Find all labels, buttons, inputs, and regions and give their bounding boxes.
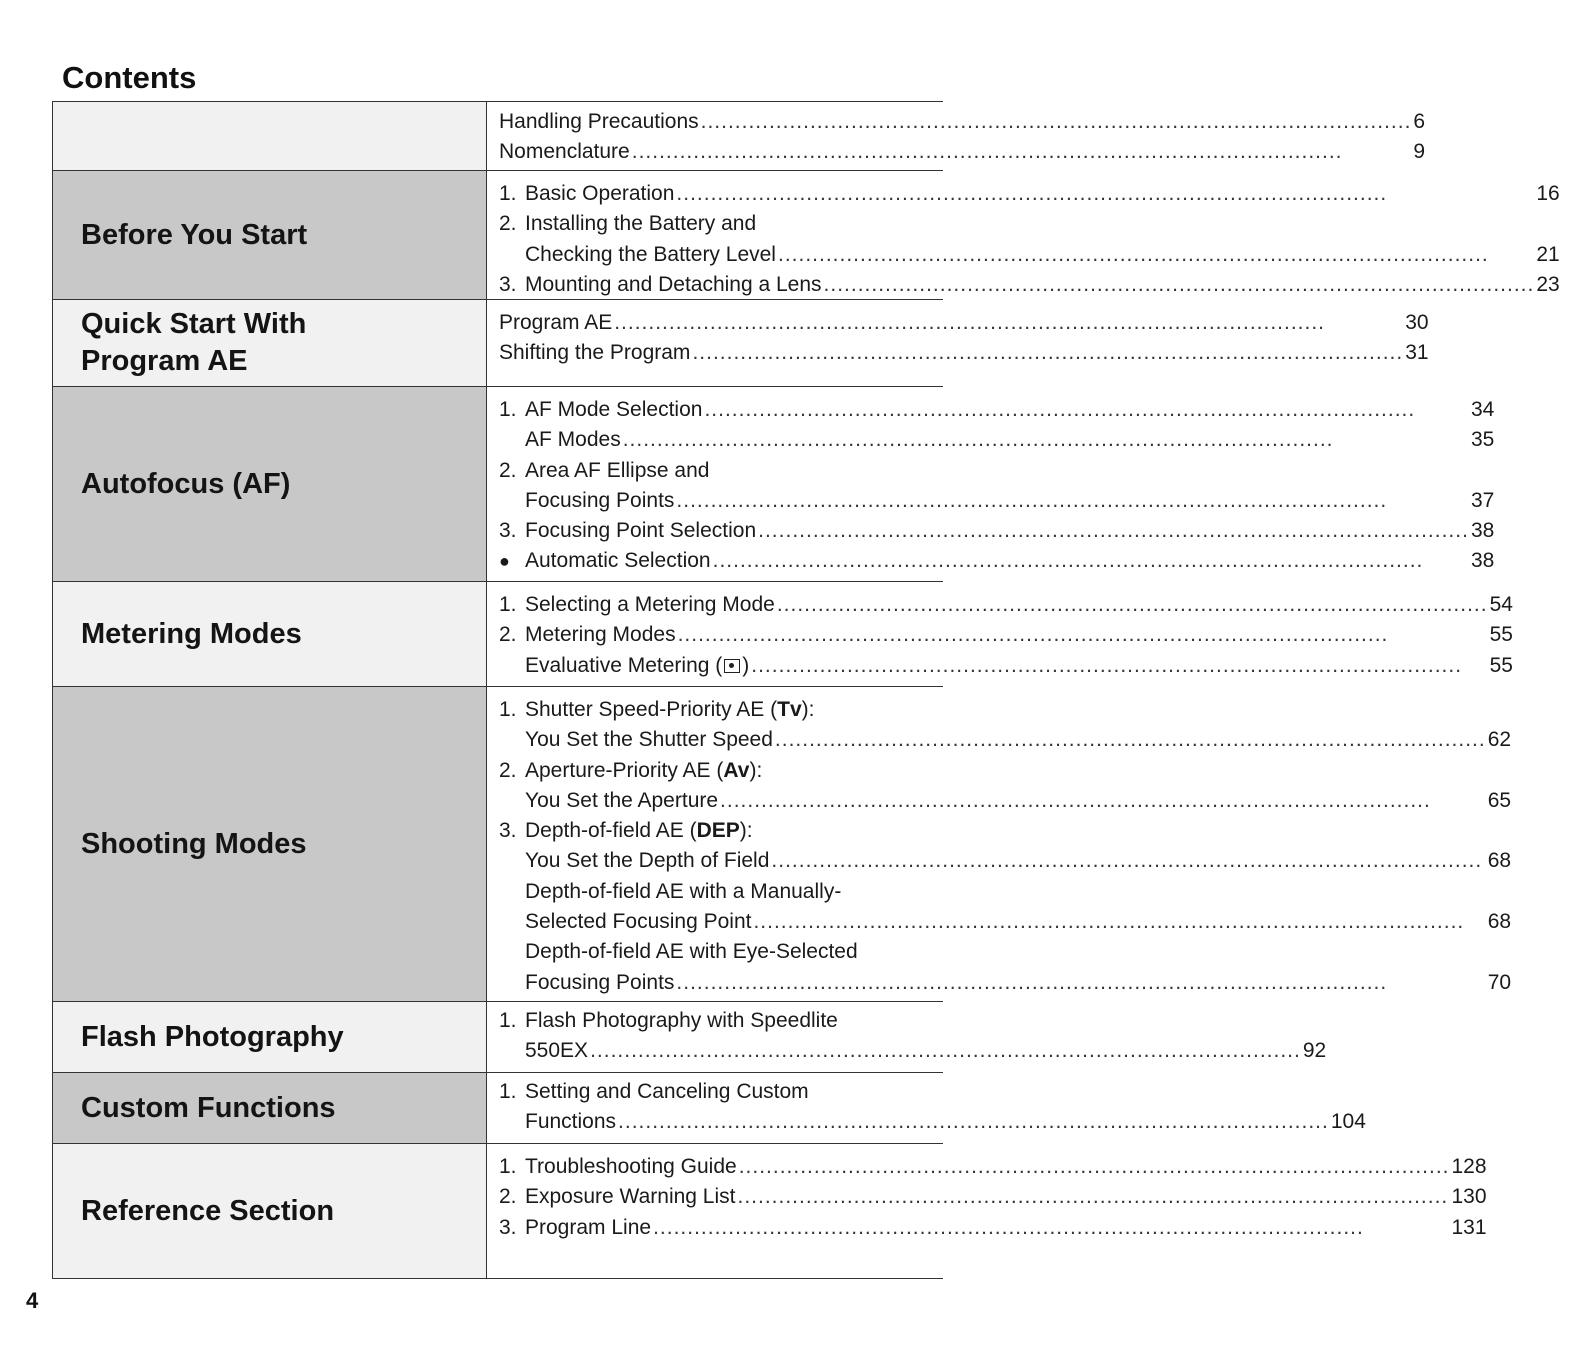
entries-list — [487, 300, 1457, 386]
entry-number: 1. — [499, 398, 517, 421]
leader-dots — [676, 179, 1534, 209]
toc-entry[interactable] — [499, 425, 1494, 455]
toc-entry[interactable] — [499, 1182, 1487, 1212]
entry-text: Focusing Point Selection — [525, 519, 757, 543]
toc-entry[interactable] — [499, 695, 1511, 725]
entry-text: Area AF Ellipse and — [525, 458, 710, 482]
entry-text: Mounting and Detaching a Lens — [525, 272, 822, 296]
entry-text-with-mode — [525, 756, 762, 786]
mode-code: DEP — [696, 819, 740, 843]
entry-text: Shifting the Program — [499, 341, 691, 365]
leader-dots — [737, 1182, 1449, 1212]
entry-number: 1. — [499, 182, 517, 205]
entry-text-with-mode — [525, 816, 753, 846]
section-title-line: Program AE — [81, 345, 248, 377]
section-title: Custom Functions — [81, 1091, 336, 1124]
leader-dots — [713, 546, 1469, 576]
toc-entry[interactable] — [499, 816, 1511, 846]
entry-text: AF Mode Selection — [525, 398, 703, 421]
section-title: Metering Modes — [81, 617, 302, 650]
entry-page: 31 — [1405, 341, 1429, 365]
leader-dots — [758, 516, 1469, 546]
entry-text: Troubleshooting Guide — [525, 1155, 737, 1178]
entry-text: Selecting a Metering Mode — [525, 593, 775, 616]
entry-number: 3. — [499, 519, 517, 543]
contents-table — [52, 101, 1560, 1279]
entry-text: AF Modes — [525, 428, 621, 452]
toc-row-before-you-start — [53, 171, 1560, 300]
entries-list — [487, 582, 1541, 686]
toc-entry[interactable] — [499, 590, 1513, 620]
leader-dots — [653, 1213, 1449, 1243]
entry-number: 2. — [499, 758, 517, 782]
mode-code: Av — [723, 758, 750, 782]
section-cell-empty — [53, 102, 487, 170]
entry-text: Focusing Points — [525, 970, 675, 994]
entry-page: 68 — [1487, 849, 1512, 873]
entries-list — [487, 102, 1453, 170]
entry-number: 1. — [499, 1080, 517, 1103]
leader-dots — [676, 486, 1469, 516]
section-title-line: Quick Start With — [81, 308, 307, 340]
toc-row-metering-modes — [53, 582, 1513, 687]
toc-row-shooting-modes — [53, 687, 1512, 1002]
toc-entry[interactable] — [499, 270, 1560, 300]
entry-text: Setting and Canceling Custom — [525, 1080, 809, 1103]
entry-text: Program AE — [499, 311, 613, 334]
toc-row-reference-section — [53, 1144, 1487, 1279]
leader-dots — [824, 270, 1535, 300]
entry-text: Focusing Points — [525, 488, 675, 512]
toc-entry[interactable] — [499, 486, 1494, 516]
toc-entry[interactable] — [499, 308, 1429, 338]
entry-text: Flash Photography with Speedlite — [525, 1009, 838, 1032]
entry-number: 2. — [499, 623, 517, 647]
section-cell[interactable] — [53, 171, 487, 299]
leader-dots — [590, 1036, 1301, 1066]
entry-number: 3. — [499, 272, 517, 296]
toc-entry[interactable] — [499, 1036, 1326, 1066]
bullet-icon: ● — [499, 551, 510, 572]
entry-text-with-mode — [525, 695, 814, 725]
entry-page: 37 — [1470, 488, 1495, 512]
leader-dots — [623, 425, 1469, 455]
toc-entry[interactable] — [499, 209, 1560, 239]
toc-entry[interactable] — [499, 107, 1425, 137]
section-title: Shooting Modes — [81, 827, 307, 860]
entries-list — [487, 687, 1539, 1001]
toc-entry[interactable] — [499, 179, 1560, 209]
toc-entry[interactable] — [499, 395, 1494, 425]
entry-page: 9 — [1413, 140, 1426, 164]
toc-row-front-matter — [53, 102, 1426, 171]
page-title: Contents — [62, 60, 197, 95]
toc-row-custom-functions — [53, 1073, 1366, 1144]
entries-list — [487, 171, 1588, 299]
leader-dots — [753, 907, 1485, 937]
entry-text-suffix: ) — [742, 653, 750, 677]
entry-page: 65 — [1487, 788, 1512, 812]
entry-page: 38 — [1470, 519, 1495, 543]
entries-list — [487, 1144, 1515, 1278]
toc-entry[interactable] — [499, 937, 1511, 967]
entry-text: Program Line — [525, 1215, 652, 1239]
entry-number: 1. — [499, 1155, 517, 1178]
toc-entry[interactable] — [499, 1107, 1366, 1137]
leader-dots — [720, 786, 1486, 816]
entry-page: 55 — [1489, 623, 1513, 647]
entry-text: Depth-of-field AE with a Manually- — [525, 879, 842, 903]
section-cell[interactable] — [53, 582, 487, 686]
section-cell[interactable] — [53, 300, 487, 386]
leader-dots — [739, 1152, 1450, 1182]
entries-list — [487, 387, 1522, 581]
entry-page: 92 — [1302, 1039, 1327, 1063]
entry-text: Installing the Battery and — [525, 212, 757, 236]
toc-entry[interactable] — [499, 756, 1511, 786]
section-title: Flash Photography — [81, 1020, 344, 1053]
toc-entry[interactable] — [499, 456, 1494, 486]
leader-dots — [704, 395, 1469, 425]
leader-dots — [614, 308, 1403, 338]
entry-text: Depth-of-field AE ( — [525, 819, 697, 843]
toc-entry[interactable] — [499, 1006, 1326, 1036]
leader-dots — [632, 137, 1412, 167]
entry-text: You Set the Shutter Speed — [525, 728, 773, 752]
leader-dots — [701, 107, 1412, 137]
leader-dots — [676, 968, 1485, 998]
entry-text-suffix: ): — [739, 819, 753, 843]
entry-text-suffix: ): — [801, 698, 815, 721]
entry-text-suffix: ): — [749, 758, 763, 782]
toc-entry[interactable] — [499, 1152, 1487, 1182]
toc-entry[interactable] — [499, 620, 1513, 650]
section-cell[interactable] — [53, 1002, 487, 1072]
entry-text: Evaluative Metering ( — [525, 653, 723, 677]
entry-text: Metering Modes — [525, 623, 676, 647]
entry-text: Depth-of-field AE with Eye-Selected — [525, 940, 858, 964]
toc-row-flash-photography — [53, 1002, 1327, 1073]
entry-page: 128 — [1451, 1155, 1487, 1178]
entry-text-with-icon — [525, 651, 749, 681]
entry-page: 6 — [1413, 110, 1426, 133]
leader-dots — [771, 846, 1485, 876]
entry-text: Aperture-Priority AE ( — [525, 758, 724, 782]
entry-text: You Set the Depth of Field — [525, 849, 770, 873]
entry-text: Selected Focusing Point — [525, 910, 752, 934]
entry-page: 35 — [1470, 428, 1495, 452]
toc-entry[interactable] — [499, 651, 1513, 681]
leader-dots — [678, 620, 1488, 650]
entry-page: 62 — [1487, 728, 1512, 752]
entry-number: 1. — [499, 593, 517, 616]
leader-dots — [775, 725, 1486, 755]
page-number: 4 — [26, 1288, 39, 1313]
toc-entry[interactable] — [499, 240, 1560, 270]
entry-text: Exposure Warning List — [525, 1185, 736, 1209]
section-title: Reference Section — [81, 1194, 335, 1227]
entry-page: 68 — [1487, 910, 1512, 934]
section-title: Before You Start — [81, 218, 308, 251]
entry-page: 23 — [1536, 272, 1560, 296]
leader-dots — [692, 338, 1403, 368]
entry-page: 131 — [1451, 1215, 1487, 1239]
entry-text: 550EX — [525, 1039, 589, 1063]
entry-page: 130 — [1451, 1185, 1487, 1209]
leader-dots — [751, 651, 1487, 681]
entry-number: 1. — [499, 1009, 517, 1032]
entry-text: Shutter Speed-Priority AE ( — [525, 698, 778, 721]
toc-entry[interactable] — [499, 137, 1425, 167]
entry-text: Checking the Battery Level — [525, 242, 776, 266]
toc-entry[interactable] — [499, 338, 1429, 368]
entries-list — [487, 1002, 1354, 1072]
mode-code: Tv — [777, 698, 802, 721]
entry-number: 2. — [499, 1185, 517, 1209]
entry-text: You Set the Aperture — [525, 788, 719, 812]
entry-text: Nomenclature — [499, 140, 630, 164]
toc-entry[interactable] — [499, 968, 1511, 998]
evaluative-metering-icon — [724, 659, 740, 673]
entry-page: 30 — [1405, 311, 1429, 334]
section-cell[interactable] — [53, 387, 487, 581]
toc-entry[interactable] — [499, 786, 1511, 816]
entry-page: 38 — [1470, 549, 1495, 573]
leader-dots — [618, 1107, 1329, 1137]
entry-number: 2. — [499, 458, 517, 482]
entry-page: 55 — [1489, 653, 1513, 677]
entry-text: Automatic Selection — [525, 549, 711, 573]
entry-text: Functions — [525, 1110, 617, 1134]
toc-entry[interactable] — [499, 516, 1494, 546]
section-cell[interactable] — [53, 687, 487, 1001]
entry-text: Basic Operation — [525, 182, 675, 205]
entry-number: 3. — [499, 819, 517, 843]
toc-entry[interactable] — [499, 1213, 1487, 1243]
entry-number: 1. — [499, 698, 517, 721]
toc-entry[interactable] — [499, 725, 1511, 755]
entry-text: Handling Precautions — [499, 110, 699, 133]
toc-row-autofocus — [53, 387, 1495, 582]
toc-entry[interactable] — [499, 907, 1511, 937]
entry-page: 21 — [1536, 242, 1560, 266]
toc-entry[interactable] — [499, 546, 1494, 576]
entry-page: 54 — [1489, 593, 1513, 616]
leader-dots — [777, 590, 1488, 620]
entries-list — [487, 1073, 1394, 1143]
entry-page: 70 — [1487, 970, 1512, 994]
entry-number: 3. — [499, 1215, 517, 1239]
entry-page: 34 — [1470, 398, 1495, 421]
leader-dots — [778, 240, 1534, 270]
toc-row-quick-start — [53, 300, 1429, 387]
section-cell[interactable] — [53, 1144, 487, 1278]
entry-page: 16 — [1536, 182, 1560, 205]
section-title: Autofocus (AF) — [81, 467, 291, 500]
toc-entry[interactable] — [499, 1077, 1366, 1107]
entry-number: 2. — [499, 212, 517, 236]
entry-page: 104 — [1330, 1110, 1366, 1134]
toc-entry[interactable] — [499, 877, 1511, 907]
section-cell[interactable] — [53, 1073, 487, 1143]
toc-entry[interactable] — [499, 846, 1511, 876]
